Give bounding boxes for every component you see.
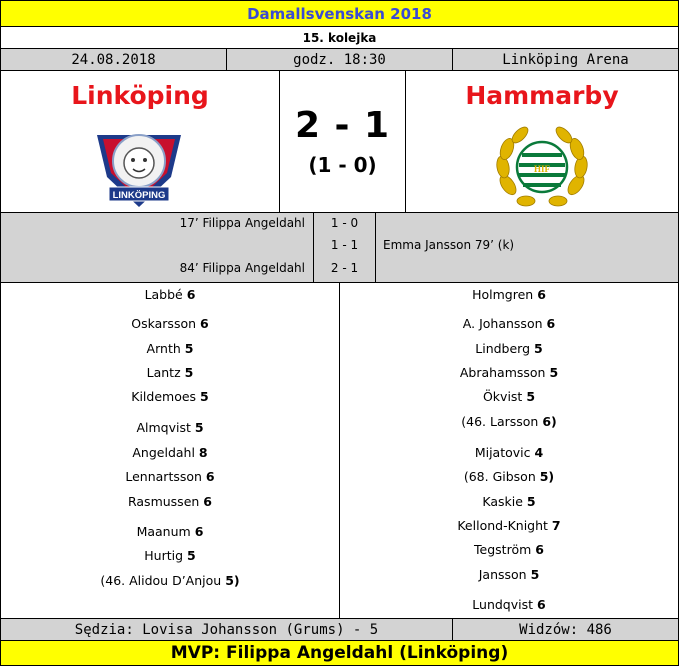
player-rating: 5 <box>184 365 194 380</box>
player-name: A. Johansson <box>462 316 543 331</box>
round-label: 15. kolejka <box>1 27 678 49</box>
player-rating: 5 <box>200 389 209 404</box>
goal-away-scorer: Emma Jansson 79’ (k) <box>383 238 515 252</box>
home-lineup <box>1 283 340 618</box>
away-team-name: Hammarby <box>465 81 619 110</box>
player-rating: 7 <box>551 518 561 533</box>
player-name: Kildemoes <box>131 389 197 404</box>
league-title: Damallsvenskan 2018 <box>1 1 678 27</box>
referee: Sędzia: Lovisa Johansson (Grums) - 5 <box>1 618 453 641</box>
player-name: Arnth <box>146 341 181 356</box>
match-date: 24.08.2018 <box>1 49 227 71</box>
goal-running-score: 2 - 1 <box>330 261 359 275</box>
player-rating: 6 <box>535 542 544 557</box>
player-name: Rasmussen <box>127 494 200 509</box>
player-rating: 6 <box>203 494 212 509</box>
score-panel <box>280 71 406 213</box>
player-row <box>340 494 678 509</box>
halftime-score: (1 - 0) <box>308 153 377 177</box>
player-rating: 5 <box>187 548 196 563</box>
player-row <box>340 365 678 380</box>
player-rating: 5) <box>225 573 240 588</box>
player-name: Jansson <box>478 567 527 582</box>
player-rating: 5 <box>526 494 536 509</box>
player-rating: 6) <box>542 414 557 429</box>
away-team-panel <box>406 71 678 213</box>
hammarby-crest-text: HIF <box>533 164 551 174</box>
venue: Linköping Arena <box>453 49 678 71</box>
player-row <box>340 542 678 557</box>
player-row <box>340 445 678 460</box>
final-score: 2 - 1 <box>294 105 391 146</box>
goals-section <box>1 213 678 283</box>
player-rating: 6 <box>546 316 556 331</box>
away-lineup <box>340 283 678 618</box>
player-rating: 6 <box>537 597 546 612</box>
player-name: (46. Alidou D’Anjou <box>100 573 222 588</box>
mvp-banner: MVP: Filippa Angeldahl (Linköping) <box>1 641 678 665</box>
home-team-name: Linköping <box>71 81 209 110</box>
player-name: Lindberg <box>475 341 531 356</box>
goal-running-score: 1 - 1 <box>330 238 359 252</box>
player-row <box>1 341 339 356</box>
player-rating: 5 <box>194 420 204 435</box>
goal-running-score: 1 - 0 <box>330 216 359 230</box>
player-rating: 4 <box>534 445 544 460</box>
goal-home-scorer: 17’ Filippa Angeldahl <box>179 216 305 230</box>
player-name: Angeldahl <box>132 445 195 460</box>
player-name: Holmgren <box>472 287 534 302</box>
player-row <box>1 494 339 509</box>
player-name: Tegström <box>474 542 532 557</box>
player-row <box>340 567 678 582</box>
player-rating: 5 <box>534 341 543 356</box>
linkoping-crest-text: LINKÖPING <box>112 190 166 201</box>
player-row <box>340 414 678 429</box>
player-name: Ökvist <box>482 389 523 404</box>
player-row <box>340 287 678 302</box>
player-row <box>1 316 339 331</box>
player-row <box>1 524 339 539</box>
player-row <box>340 518 678 533</box>
player-name: Kellond-Knight <box>457 518 548 533</box>
player-name: Lantz <box>146 365 181 380</box>
player-rating: 8 <box>198 445 208 460</box>
player-name: Mijatovic <box>474 445 531 460</box>
attendance: Widzów: 486 <box>453 618 678 641</box>
player-rating: 6 <box>200 316 209 331</box>
player-row <box>1 389 339 404</box>
player-name: (68. Gibson <box>463 469 536 484</box>
player-row <box>1 548 339 563</box>
player-name: Abrahamsson <box>459 365 546 380</box>
player-name: Lennartsson <box>125 469 202 484</box>
hammarby-crest-icon <box>494 125 590 211</box>
player-row <box>340 341 678 356</box>
player-name: Labbé <box>144 287 183 302</box>
player-row <box>340 469 678 484</box>
player-row <box>1 365 339 380</box>
player-row <box>1 287 339 302</box>
player-name: Kaskie <box>482 494 523 509</box>
player-row <box>1 573 339 588</box>
player-rating: 6 <box>537 287 546 302</box>
player-row <box>1 445 339 460</box>
player-name: Hurtig <box>144 548 184 563</box>
player-rating: 5 <box>549 365 559 380</box>
linkoping-crest-icon <box>93 127 185 209</box>
player-rating: 6 <box>194 524 204 539</box>
player-rating: 6 <box>205 469 215 484</box>
player-row <box>340 389 678 404</box>
player-rating: 6 <box>186 287 196 302</box>
player-row <box>1 420 339 435</box>
player-row <box>340 597 678 612</box>
player-rating: 5 <box>526 389 536 404</box>
player-name: (46. Larsson <box>461 414 539 429</box>
home-team-panel <box>1 71 280 213</box>
goal-home-scorer: 84’ Filippa Angeldahl <box>179 261 305 275</box>
player-name: Almqvist <box>136 420 191 435</box>
player-rating: 5 <box>530 567 540 582</box>
player-name: Maanum <box>136 524 191 539</box>
kickoff-time: godz. 18:30 <box>227 49 453 71</box>
player-name: Oskarsson <box>131 316 197 331</box>
player-rating: 5) <box>539 469 555 484</box>
player-rating: 5 <box>184 341 194 356</box>
player-row <box>340 316 678 331</box>
player-name: Lundqvist <box>472 597 534 612</box>
player-row <box>1 469 339 484</box>
